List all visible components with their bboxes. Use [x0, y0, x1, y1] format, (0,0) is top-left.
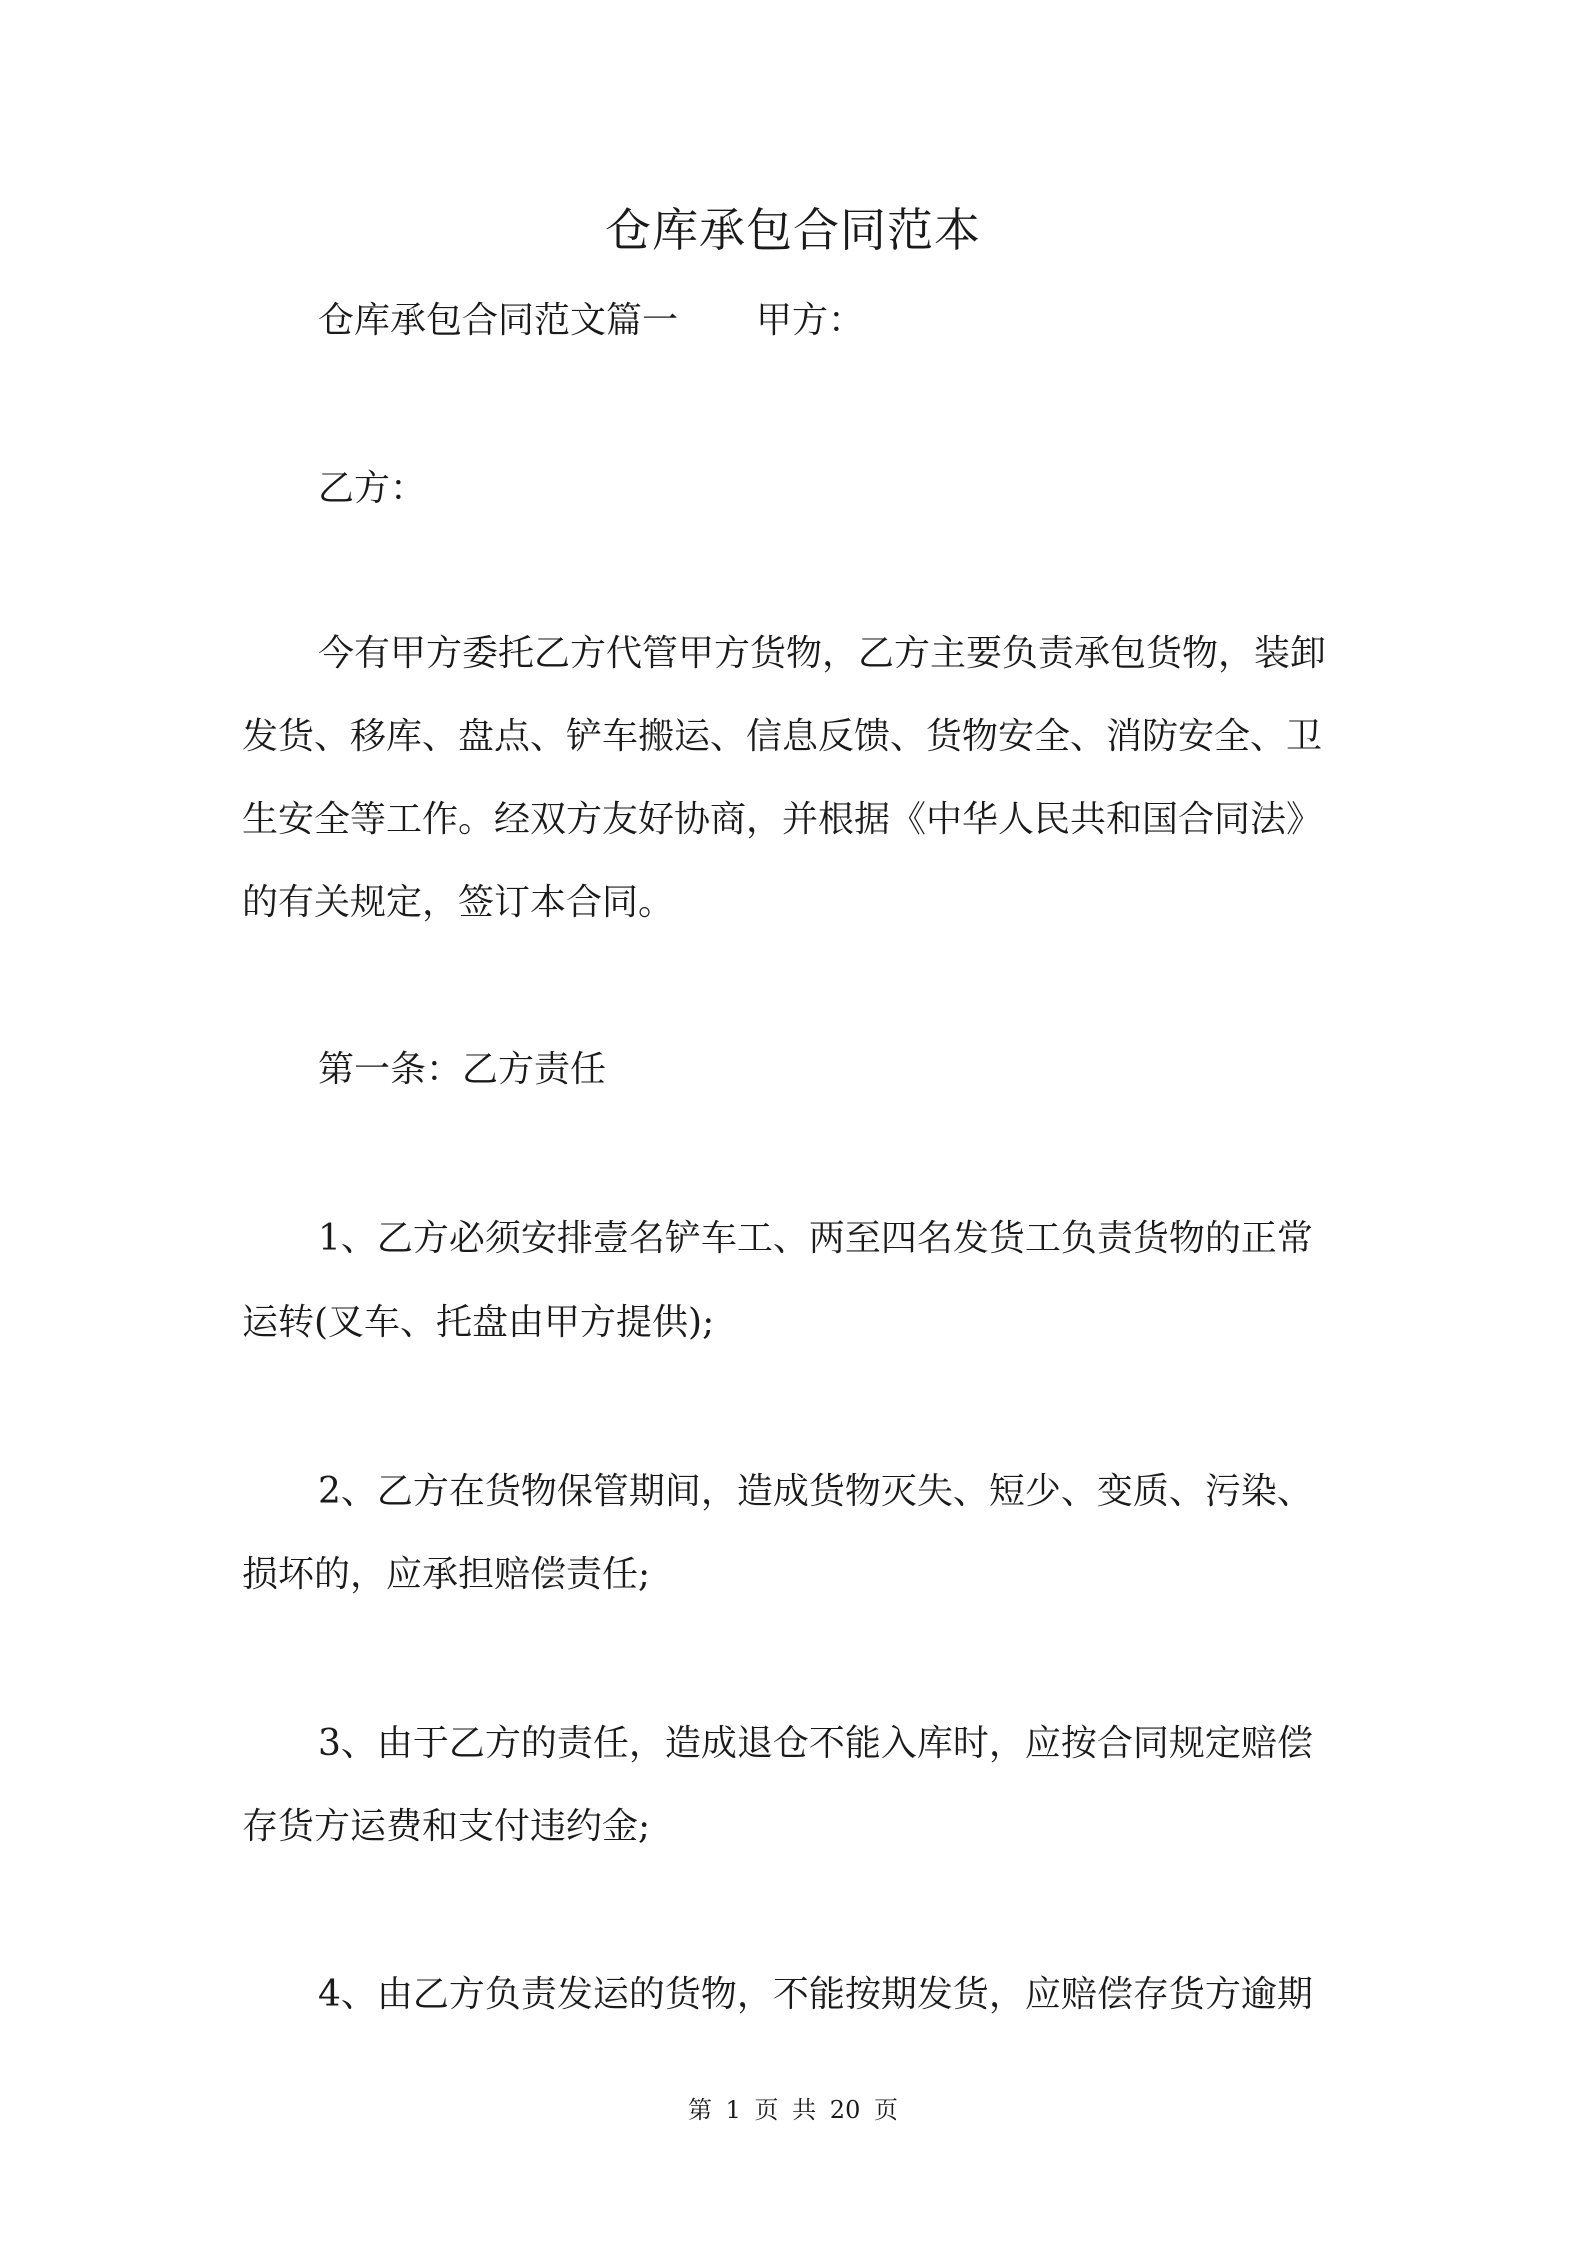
clause-3-line-1: 3、由于乙方的责任，造成退仓不能入库时，应按合同规定赔偿 — [318, 1723, 1313, 1764]
document-subtitle: 仓库承包合同范文篇一 — [318, 300, 679, 341]
page-number-footer: 第 1 页 共 20 页 — [688, 2096, 898, 2124]
clause-2-line-2: 损坏的，应承担赔偿责任; — [242, 1554, 651, 1595]
clause-1-line-2: 运转(叉车、托盘由甲方提供); — [242, 1302, 715, 1343]
clause-3-line-2: 存货方运费和支付违约金; — [242, 1806, 651, 1847]
intro-line-2: 发货、移库、盘点、铲车搬运、信息反馈、货物安全、消防安全、卫 — [242, 716, 1323, 757]
intro-line-3: 生安全等工作。经双方友好协商，并根据《中华人民共和国合同法》 — [242, 799, 1323, 840]
clause-4-line-1: 4、由乙方负责发运的货物，不能按期发货，应赔偿存货方逾期 — [318, 1974, 1313, 2015]
intro-line-4: 的有关规定，签订本合同。 — [242, 882, 675, 923]
intro-line-1: 今有甲方委托乙方代管甲方货物，乙方主要负责承包货物，装卸 — [318, 633, 1327, 674]
party-b-label: 乙方： — [318, 468, 427, 509]
document-title: 仓库承包合同范本 — [605, 203, 981, 257]
clause-1-line-1: 1、乙方必须安排壹名铲车工、两至四名发货工负责货物的正常 — [318, 1218, 1313, 1259]
party-a-label: 甲方： — [756, 300, 865, 341]
clause-2-line-1: 2、乙方在货物保管期间，造成货物灭失、短少、变质、污染、 — [318, 1471, 1313, 1512]
article-1-heading: 第一条：乙方责任 — [318, 1049, 607, 1090]
subtitle-line — [318, 298, 1352, 344]
